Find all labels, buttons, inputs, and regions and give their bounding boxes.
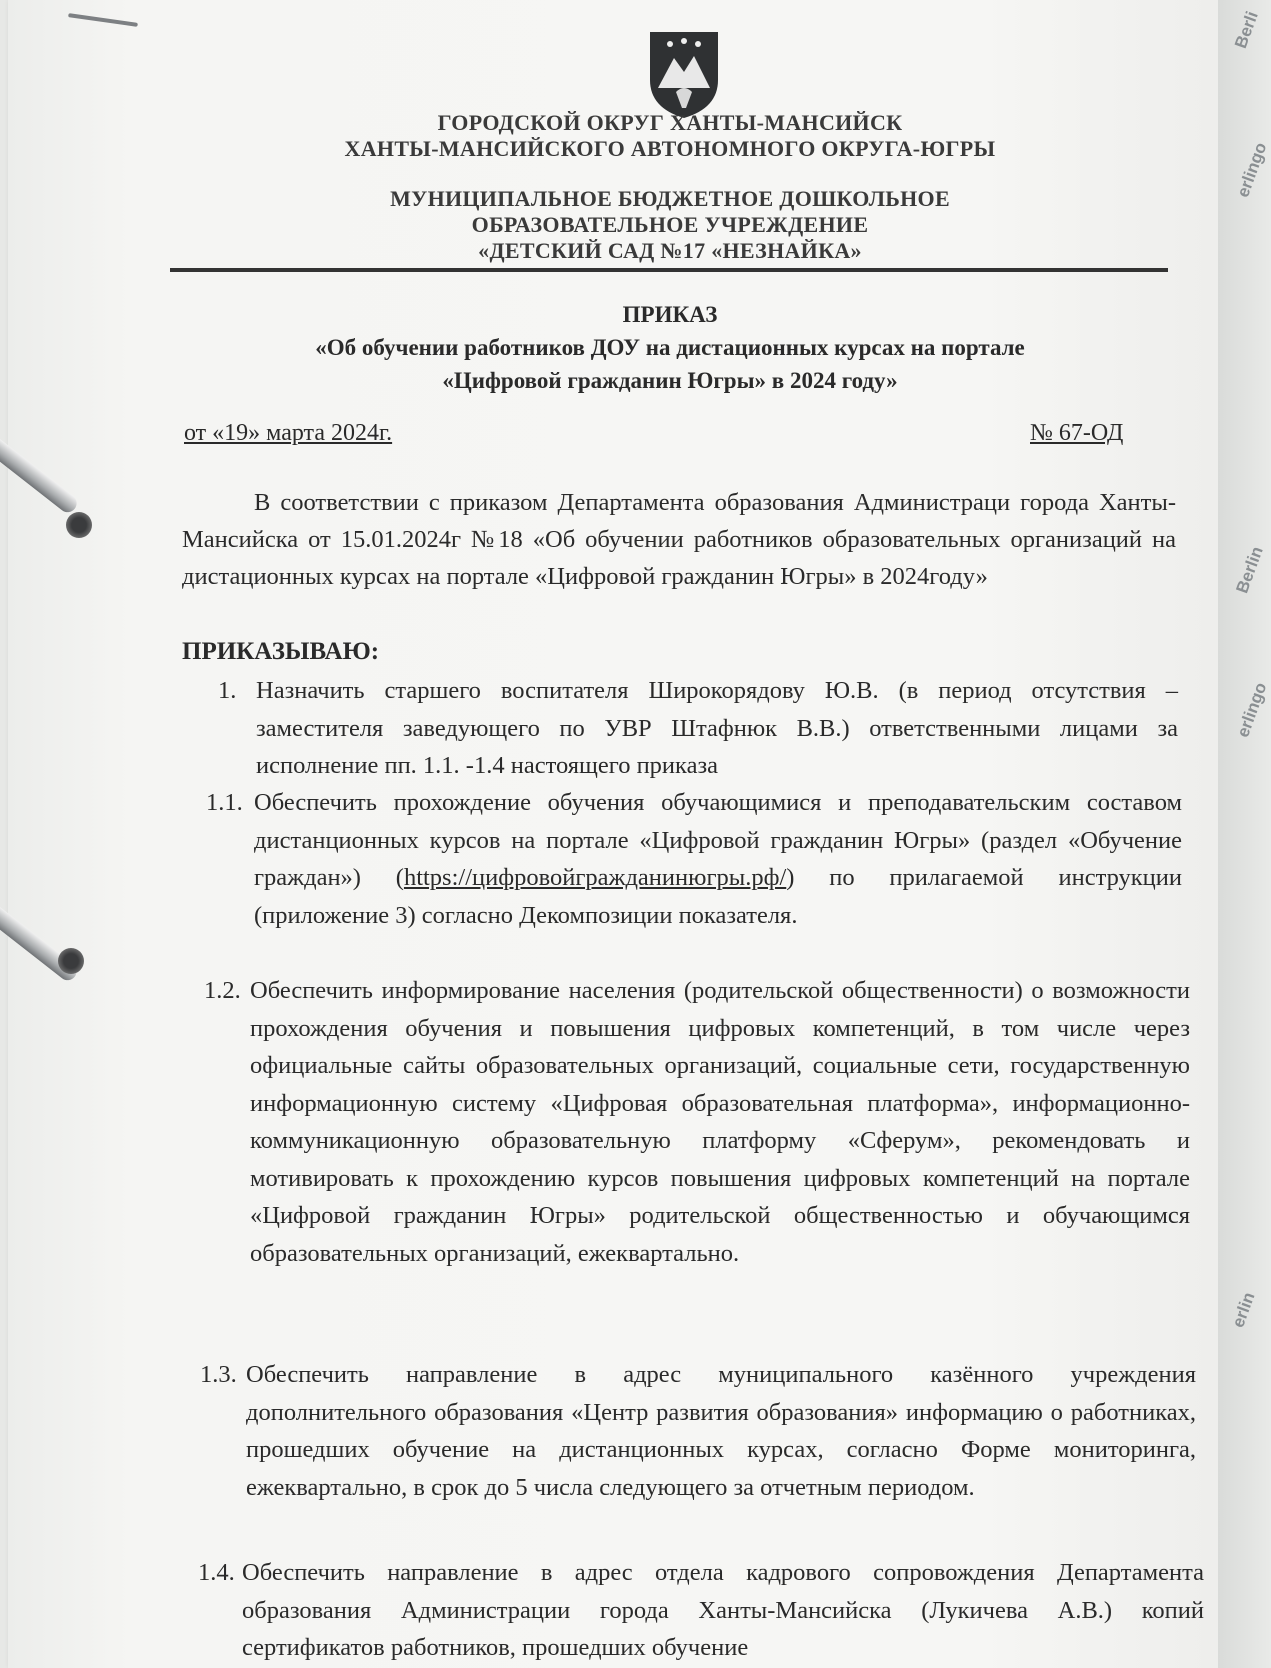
header-divider [170,268,1168,272]
order-item-1 [218,672,1178,785]
okrug-header [170,110,1170,162]
item-number: 1.3. [200,1361,237,1388]
item-number: 1.1. [206,789,243,816]
staple [68,13,138,27]
order-subject-line-2: «Цифровой гражданин Югры» в 2024 году» [442,368,898,393]
okrug-line-1: ГОРОДСКОЙ ОКРУГ ХАНТЫ-МАНСИЙСК [437,110,903,135]
item-text: Обеспечить информирование населения (родительской общественности) о возможности прохождения обучения и повышения цифровых компетенций, в том числе через официальные сайты образовательных организаций, социальные сети, государственную информационную систему «Цифровая образовательная платформа», информационно-коммуникационную образовательную платформу «Сферум», рекомендовать и мотивировать к прохождению курсов повышения цифровых компетенций на портале «Цифровой гражданин Югры» родительской общественностью и обучающимся образовательных организаций, ежеквартально. [250,977,1190,1267]
order-title-block [170,298,1170,397]
org-line-2: ОБРАЗОВАТЕЛЬНОЕ УЧРЕЖДЕНИЕ [471,212,869,237]
order-item-1-1 [206,784,1182,934]
order-subject-line-1: «Об обучении работников ДОУ на дистационных курсах на портале [315,335,1025,360]
item-text [254,784,1182,934]
binder-hole-top [66,512,92,538]
item-number: 1.2. [204,977,241,1004]
coat-of-arms-icon [646,28,722,120]
item-text: Назначить старшего воспитателя Широкорядову Ю.В. (в период отсутствия – заместителя заведующего по УВР Штафнюк В.В.) ответственными лицами за исполнение пп. 1.1. -1.4 настоящего приказа [256,677,1178,779]
order-item-1-3 [200,1356,1196,1506]
item-text: Обеспечить направление в адрес муниципального казённого учреждения дополнительного образования «Центр развития образования» информацию о работниках, прошедших обучение на дистанционных курсах, согласно Форме мониторинга, ежеквартально, в срок до 5 числа следующего за отчетным периодом. [246,1361,1196,1501]
item-text: Обеспечить направление в адрес отдела кадрового сопровождения Департамента образования Администрации города Ханты-Мансийска (Лукичева А.В.) копий сертификатов работников, прошедших обучение [242,1559,1204,1661]
portal-link[interactable]: https://цифровойгражданинюгры.рф/ [403,864,787,891]
order-number: № 67-ОД [1030,420,1124,446]
item-text-part: ) по прилагаемой инструкции (приложение 3) согласно Декомпозиции показателя. [254,864,1182,929]
org-line-1: МУНИЦИПАЛЬНОЕ БЮДЖЕТНОЕ ДОШКОЛЬНОЕ [390,186,950,211]
order-date: от «19» марта 2024г. [184,420,393,446]
binder-ring-top [0,434,80,516]
next-page-edge: Berli erlingo Berlin erlingo erlin [1218,0,1271,1668]
item-number: 1.4. [198,1559,235,1586]
item-text-part: Обеспечить прохождение обучения обучающимися и преподавательским составом дистанционных курсов на портале «Цифровой гражданин Югры» (раздел «Обучение граждан») ( [254,789,1182,891]
binder-hole-bottom [58,948,84,974]
org-line-3: «ДЕТСКИЙ САД №17 «НЕЗНАЙКА» [478,238,862,263]
okrug-line-2: ХАНТЫ-МАНСИЙСКОГО АВТОНОМНОГО ОКРУГА-ЮГРЫ [344,136,996,161]
preamble-paragraph: В соответствии с приказом Департамента образования Администраци города Ханты-Мансийска от 15.01.2024г №18 «Об обучении работников образовательных организаций на дистационных курсах на портале «Цифровой гражданин Югры» в 2024году» [182,489,1176,590]
order-item-1-2 [204,972,1190,1272]
item-number: 1. [218,677,237,704]
order-title: ПРИКАЗ [622,302,718,327]
organization-header [170,186,1170,264]
order-item-1-4 [198,1554,1204,1667]
prikazyvayu-heading: ПРИКАЗЫВАЮ: [182,638,380,665]
